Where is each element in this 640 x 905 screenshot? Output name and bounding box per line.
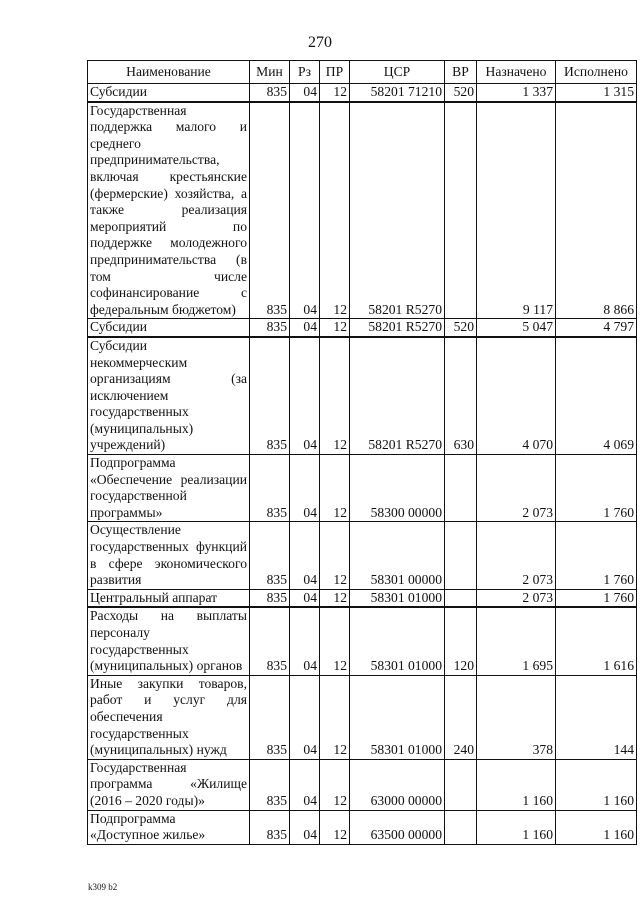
row-executed: 144 <box>556 675 637 759</box>
table-row <box>88 810 637 844</box>
row-executed: 4 069 <box>556 337 637 455</box>
row-vr: 120 <box>445 607 477 675</box>
row-rz: 04 <box>290 84 320 102</box>
table-row <box>88 759 637 810</box>
row-vr <box>445 522 477 589</box>
table-row <box>88 337 637 455</box>
table-row <box>88 455 637 522</box>
row-assigned: 2 073 <box>477 589 556 607</box>
row-rz: 04 <box>290 522 320 589</box>
row-vr <box>445 589 477 607</box>
row-assigned: 378 <box>477 675 556 759</box>
row-executed: 1 616 <box>556 607 637 675</box>
col-header-name: Наименование <box>88 61 250 84</box>
row-min: 835 <box>250 102 290 319</box>
row-csr: 58301 01000 <box>350 607 445 675</box>
row-name: Расходы на выплаты персоналу государственных (муниципальных) органов <box>88 607 250 675</box>
row-pr: 12 <box>320 522 350 589</box>
row-vr: 520 <box>445 319 477 337</box>
row-assigned: 1 160 <box>477 759 556 810</box>
table-row <box>88 84 637 102</box>
row-assigned: 1 337 <box>477 84 556 102</box>
row-rz: 04 <box>290 675 320 759</box>
row-assigned: 5 047 <box>477 319 556 337</box>
row-csr: 58301 01000 <box>350 675 445 759</box>
col-header-assigned: Назначено <box>477 61 556 84</box>
row-executed: 8 866 <box>556 102 637 319</box>
row-pr: 12 <box>320 102 350 319</box>
page-number: 270 <box>308 34 332 51</box>
row-pr: 12 <box>320 675 350 759</box>
row-rz: 04 <box>290 337 320 455</box>
row-assigned: 1 695 <box>477 607 556 675</box>
row-rz: 04 <box>290 607 320 675</box>
col-header-vr: ВР <box>445 61 477 84</box>
col-header-rz: Рз <box>290 61 320 84</box>
row-min: 835 <box>250 319 290 337</box>
row-min: 835 <box>250 455 290 522</box>
row-rz: 04 <box>290 319 320 337</box>
row-csr: 58201 71210 <box>350 84 445 102</box>
table-row <box>88 319 637 337</box>
row-vr: 240 <box>445 675 477 759</box>
row-executed: 1 760 <box>556 589 637 607</box>
table-row <box>88 102 637 319</box>
row-name: Подпрограмма «Доступное жилье» <box>88 810 250 844</box>
row-assigned: 9 117 <box>477 102 556 319</box>
row-assigned: 4 070 <box>477 337 556 455</box>
row-pr: 12 <box>320 455 350 522</box>
col-header-pr: ПР <box>320 61 350 84</box>
row-min: 835 <box>250 759 290 810</box>
table-row <box>88 589 637 607</box>
row-name: Субсидии <box>88 319 250 337</box>
row-assigned: 2 073 <box>477 522 556 589</box>
row-name: Осуществление государственных функций в сфере экономического развития <box>88 522 250 589</box>
table-header-row <box>88 61 637 84</box>
row-csr: 58301 01000 <box>350 589 445 607</box>
row-executed: 1 160 <box>556 810 637 844</box>
row-min: 835 <box>250 522 290 589</box>
row-pr: 12 <box>320 589 350 607</box>
row-name: Субсидии некоммерческим организациям (за исключением государственных (муниципальных) учреждений) <box>88 337 250 455</box>
row-vr: 630 <box>445 337 477 455</box>
row-csr: 58201 R5270 <box>350 102 445 319</box>
row-pr: 12 <box>320 759 350 810</box>
row-name: Иные закупки товаров, работ и услуг для обеспечения государственных (муниципальных) нужд <box>88 675 250 759</box>
table-row <box>88 522 637 589</box>
row-vr <box>445 759 477 810</box>
row-name: Субсидии <box>88 84 250 102</box>
row-pr: 12 <box>320 319 350 337</box>
row-name: Государственная поддержка малого и среднего предпринимательства, включая крестьянские (фермерские) хозяйства, а также реализация мероприятий по поддержке молодежного предпринимательства (в том числе софинансирование с федеральным бюджетом) <box>88 102 250 319</box>
table-row <box>88 607 637 675</box>
row-assigned: 1 160 <box>477 810 556 844</box>
row-rz: 04 <box>290 102 320 319</box>
row-name: Государственная программа «Жилище (2016 – 2020 годы)» <box>88 759 250 810</box>
row-executed: 4 797 <box>556 319 637 337</box>
row-executed: 1 760 <box>556 522 637 589</box>
row-assigned: 2 073 <box>477 455 556 522</box>
row-vr: 520 <box>445 84 477 102</box>
col-header-csr: ЦСР <box>350 61 445 84</box>
row-vr <box>445 455 477 522</box>
row-pr: 12 <box>320 607 350 675</box>
table-body <box>88 84 637 845</box>
row-csr: 58300 00000 <box>350 455 445 522</box>
row-pr: 12 <box>320 84 350 102</box>
row-rz: 04 <box>290 759 320 810</box>
row-min: 835 <box>250 607 290 675</box>
row-min: 835 <box>250 84 290 102</box>
row-name: Подпрограмма «Обеспечение реализации государственной программы» <box>88 455 250 522</box>
row-vr <box>445 102 477 319</box>
row-min: 835 <box>250 810 290 844</box>
row-min: 835 <box>250 675 290 759</box>
row-rz: 04 <box>290 810 320 844</box>
budget-table <box>87 60 637 845</box>
table-row <box>88 675 637 759</box>
row-executed: 1 760 <box>556 455 637 522</box>
row-pr: 12 <box>320 810 350 844</box>
row-rz: 04 <box>290 455 320 522</box>
col-header-executed: Исполнено <box>556 61 637 84</box>
col-header-min: Мин <box>250 61 290 84</box>
row-min: 835 <box>250 337 290 455</box>
footer-code: k309 b2 <box>88 882 118 892</box>
row-name: Центральный аппарат <box>88 589 250 607</box>
row-pr: 12 <box>320 337 350 455</box>
row-rz: 04 <box>290 589 320 607</box>
row-csr: 63000 00000 <box>350 759 445 810</box>
row-executed: 1 160 <box>556 759 637 810</box>
row-vr <box>445 810 477 844</box>
row-csr: 58201 R5270 <box>350 337 445 455</box>
row-min: 835 <box>250 589 290 607</box>
row-csr: 63500 00000 <box>350 810 445 844</box>
row-csr: 58301 00000 <box>350 522 445 589</box>
row-executed: 1 315 <box>556 84 637 102</box>
row-csr: 58201 R5270 <box>350 319 445 337</box>
